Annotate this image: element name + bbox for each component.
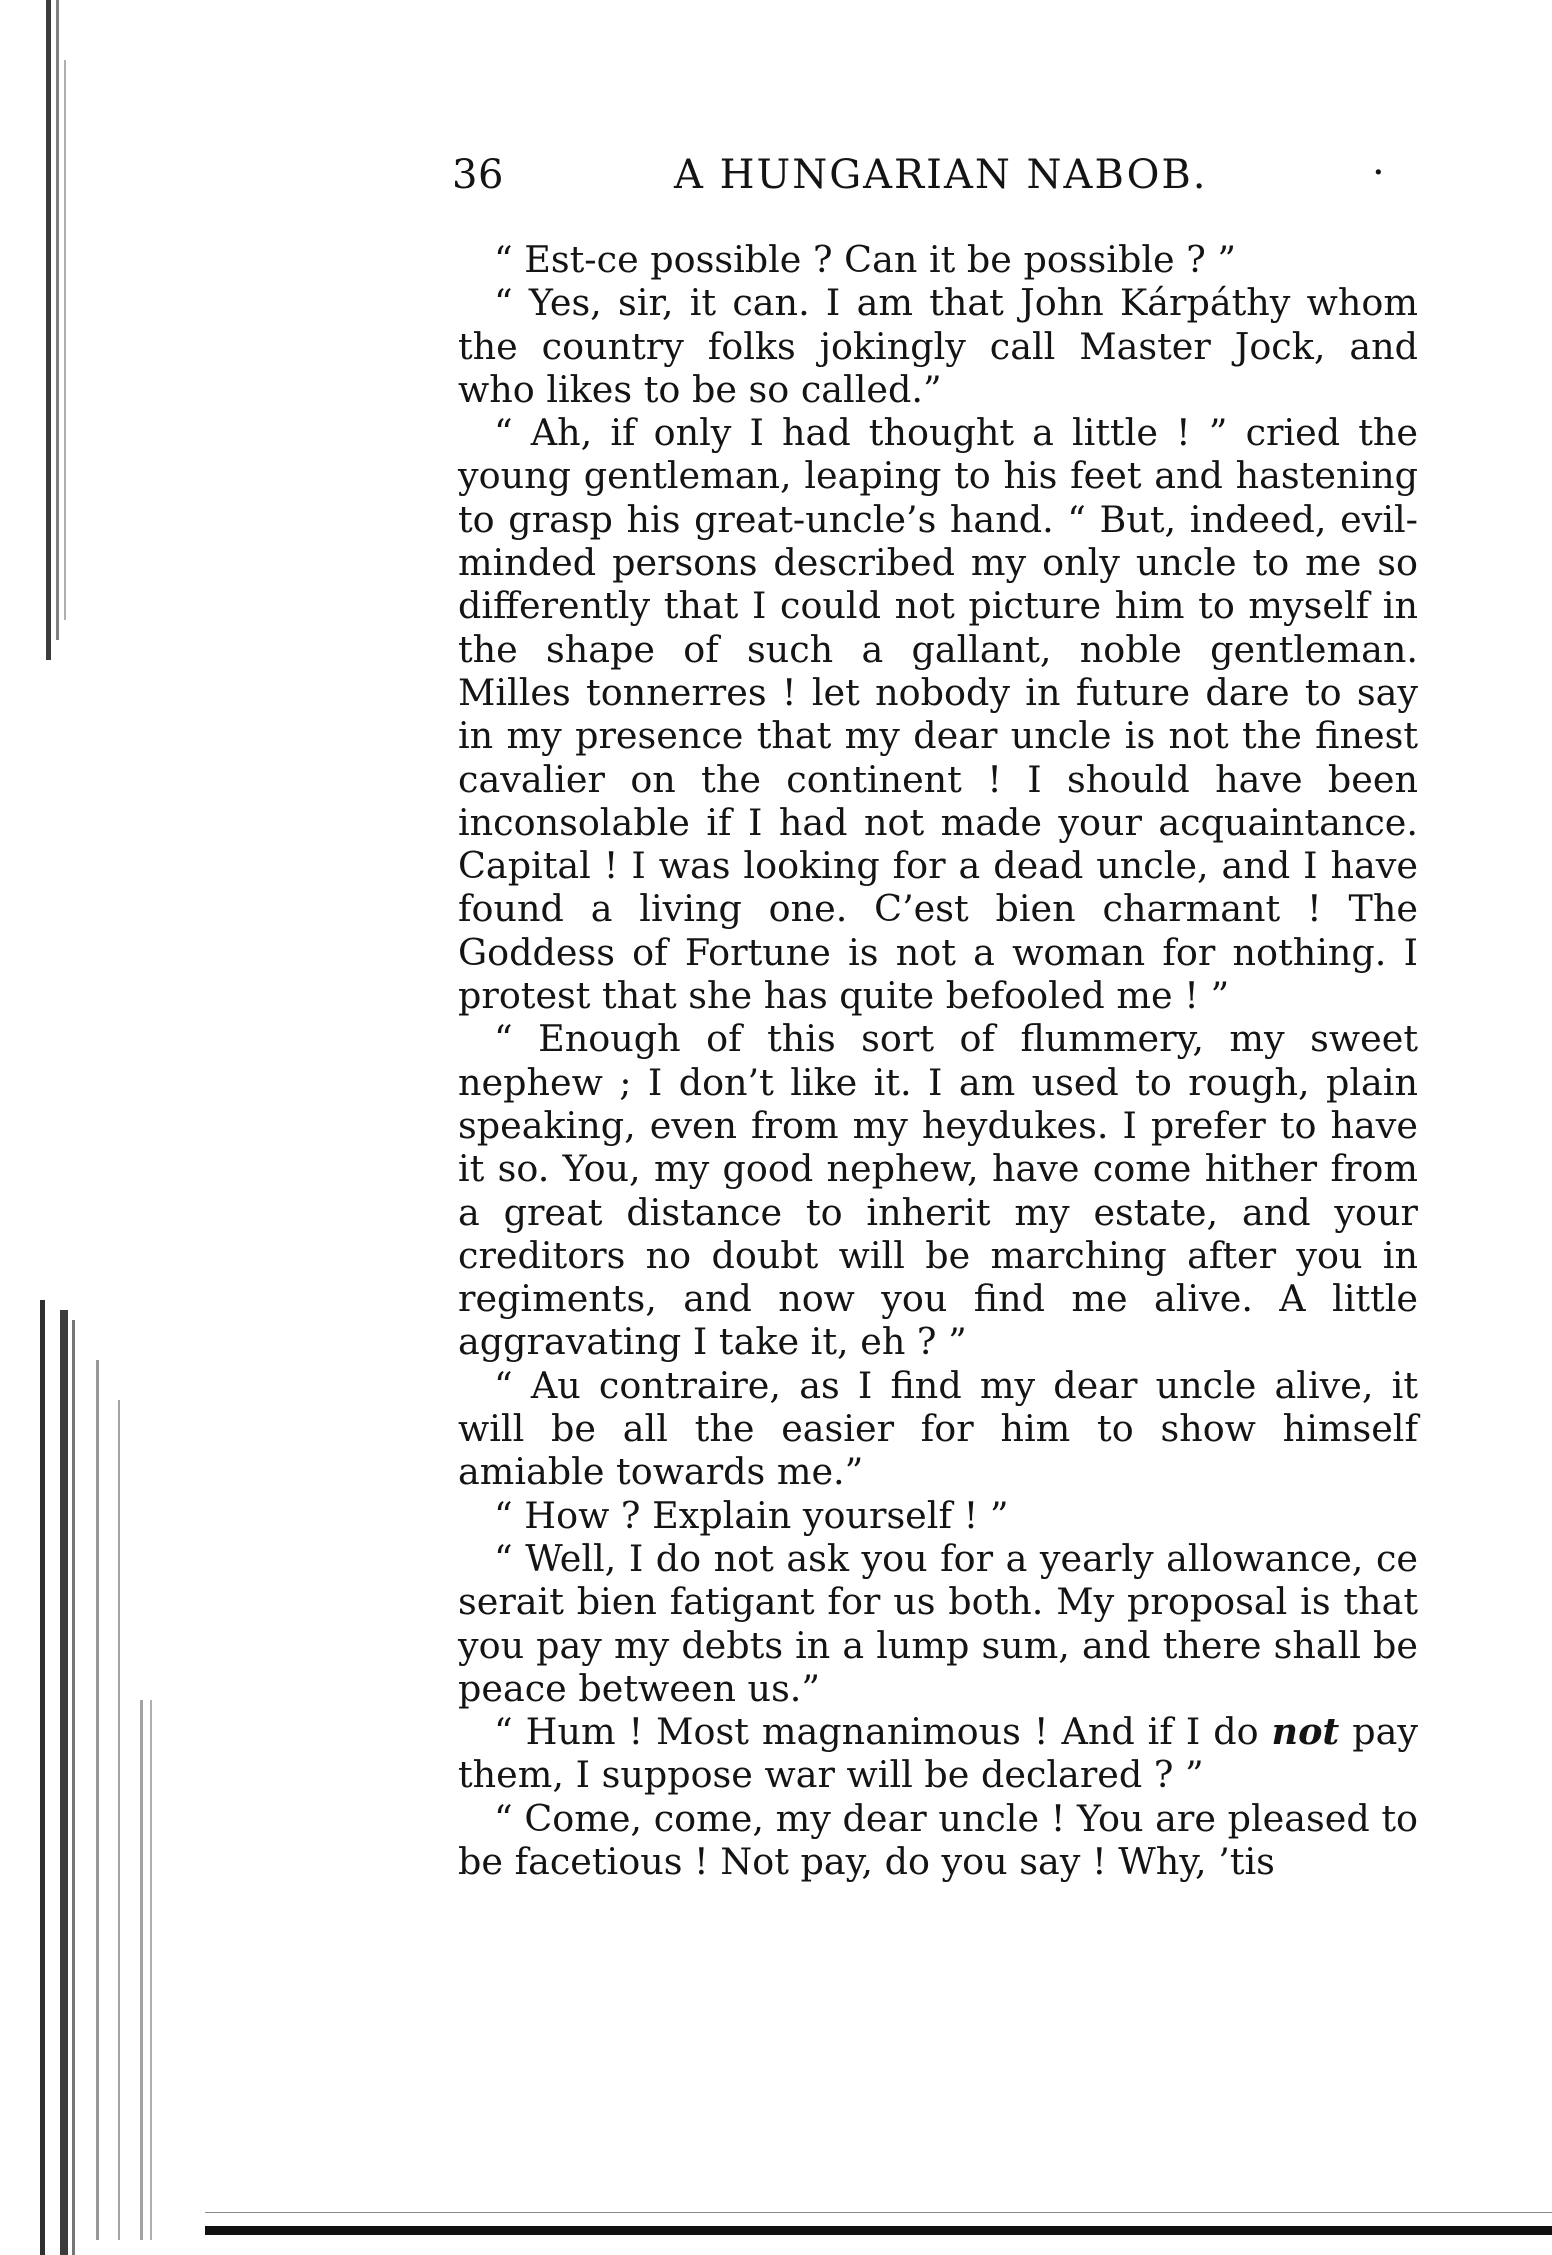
scan-binding-shadow — [46, 0, 51, 660]
scan-bottom-edge — [205, 2226, 1552, 2235]
paragraph: “ Est-ce possible ? Can it be possible ? ” — [494, 238, 1237, 281]
paragraph: “ How ? Explain yourself ! ” — [494, 1493, 1009, 1537]
paragraph — [458, 1710, 1418, 1797]
paragraph: “ Well, I do not ask you for a yearly allowance, ce serait bien fatigant for us both. My proposal is that you pay my debts in a lump sum, and there shall be peace between us.” — [458, 1536, 1418, 1710]
scan-binding-shadow — [64, 60, 66, 620]
scan-binding-shadow — [140, 1700, 143, 2240]
paragraph: “ Enough of this sort of flummery, my sweet nephew ; I don’t like it. I am used to rough, plain speaking, even from my heydukes. I prefer to have it so. You, my good nephew, have come hither from a great distance to inherit my estate, and your creditors no doubt will be marching after you in regiments, and now you find me alive. A little aggravating I take it, eh ? ” — [458, 1017, 1418, 1364]
running-head — [452, 152, 1386, 202]
paragraph-text: “ Hum ! Most magnanimous ! And if I do — [494, 1710, 1272, 1754]
scan-binding-shadow — [72, 1320, 75, 2255]
scan-binding-shadow — [56, 0, 59, 640]
paragraph-text: pay them, I suppose war will be declared ? ” — [458, 1710, 1418, 1797]
scan-binding-shadow — [60, 1310, 68, 2255]
header-ornament: · — [1372, 150, 1386, 196]
paragraph: “ Come, come, my dear uncle ! You are pleased to be facetious ! Not pay, do you say ! Why, ’tis — [458, 1796, 1418, 1883]
paragraph: “ Au contraire, as I find my dear uncle alive, it will be all the easier for him to show himself amiable towards me.” — [458, 1363, 1418, 1494]
scan-edge-line — [205, 2212, 1552, 2213]
scan-binding-shadow — [96, 1360, 99, 2240]
scan-binding-shadow — [150, 1700, 152, 2240]
body-text — [458, 238, 1418, 1883]
running-title: A HUNGARIAN NABOB. — [674, 152, 1208, 198]
scan-binding-shadow — [118, 1400, 120, 2240]
scan-binding-shadow — [40, 1300, 45, 2255]
emphasized-word: not — [1271, 1710, 1340, 1754]
page-number: 36 — [452, 152, 504, 198]
paragraph: “ Yes, sir, it can. I am that John Kárpáthy whom the country folks jokingly call Master Jock, and who likes to be so called.” — [458, 281, 1418, 411]
paragraph: “ Ah, if only I had thought a little ! ” cried the young gentleman, leaping to his feet and hastening to grasp his great-uncle’s hand. “ But, indeed, evil-minded persons described my only uncle to me so differently that I could not picture him to myself in the shape of such a gallant, noble gentleman. Milles tonnerres ! let nobody in future dare to say in my presence that my dear uncle is not the finest cavalier on the continent ! I should have been inconsolable if I had not made your acquaintance. Capital ! I was looking for a dead uncle, and I have found a living one. C’est bien charmant ! The Goddess of Fortune is not a woman for nothing. I protest that she has quite befooled me ! ” — [458, 411, 1418, 1018]
